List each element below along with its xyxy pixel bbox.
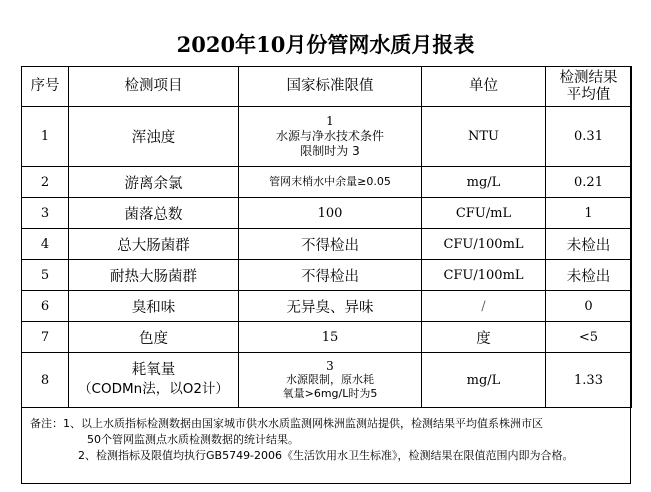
row-limit-line2: 水源与净水技术条件 [275,129,384,143]
row-unit: mg/L [422,167,546,198]
row-limit: 不得检出 [239,260,422,291]
header-limit: 国家标准限值 [239,67,422,107]
row-average: 0.31 [546,107,632,167]
row-unit: NTU [422,107,546,167]
row-no: 3 [22,198,69,229]
row-limit: 无异臭、异味 [239,291,422,322]
row-item: 臭和味 [69,291,239,322]
report-title: 2020年10月份管网水质月报表 [176,32,475,57]
header-average-line2: 平均值 [566,86,611,103]
header-unit: 单位 [422,67,546,107]
header-no: 序号 [22,67,69,107]
row-limit: 15 [239,322,422,353]
row-item: 浑浊度 [69,107,239,167]
row-limit-line2: 水源限制，原水耗 [286,373,374,386]
row-no: 6 [22,291,69,322]
row-limit-line1: 3 [326,359,334,373]
row-unit: 度 [422,322,546,353]
row-limit: 管网末梢水中余量≥0.05 [239,167,422,198]
row-no: 4 [22,229,69,260]
row-item: 耐热大肠菌群 [69,260,239,291]
header-average-line1: 检测结果 [559,69,618,86]
row-unit: mg/L [422,353,546,408]
row-average: <5 [546,322,632,353]
row-limit: 不得检出 [239,229,422,260]
row-item-line2: （CODMn法，以O2计） [78,381,229,397]
row-unit: CFU/100mL [422,229,546,260]
row-limit-line1: 1 [326,114,334,128]
row-item: 菌落总数 [69,198,239,229]
row-no: 2 [22,167,69,198]
header-item: 检测项目 [69,67,239,107]
row-average: 未检出 [546,260,632,291]
row-item: 总大肠菌群 [69,229,239,260]
row-average: 0 [546,291,632,322]
remark-line-2: 50个管网监测点水质检测数据的统计结果。 [87,433,299,446]
row-average: 1 [546,198,632,229]
row-no: 1 [22,107,69,167]
row-item: 游离余氯 [69,167,239,198]
row-average: 未检出 [546,229,632,260]
row-item: 色度 [69,322,239,353]
row-average: 0.21 [546,167,632,198]
row-average: 1.33 [546,353,632,408]
row-limit: 100 [239,198,422,229]
row-item-line1: 耗氧量 [131,362,176,378]
row-unit: / [422,291,546,322]
row-unit: CFU/mL [422,198,546,229]
row-limit-line3: 氧量>6mg/L时为5 [282,387,378,400]
remarks [30,416,626,464]
row-limit-line3: 限制时为 3 [300,144,360,158]
row-no: 8 [22,353,69,408]
remark-line-3: 2、检测指标及限值均执行GB5749-2006《生活饮用水卫生标准》，检测结果在限值范围内即为合格。 [78,449,574,462]
row-unit: CFU/100mL [422,260,546,291]
row-no: 7 [22,322,69,353]
row-no: 5 [22,260,69,291]
remark-line-1: 备注：1、以上水质指标检测数据由国家城市供水水质监测网株洲监测站提供，检测结果平均值系株洲市区 [30,417,543,430]
